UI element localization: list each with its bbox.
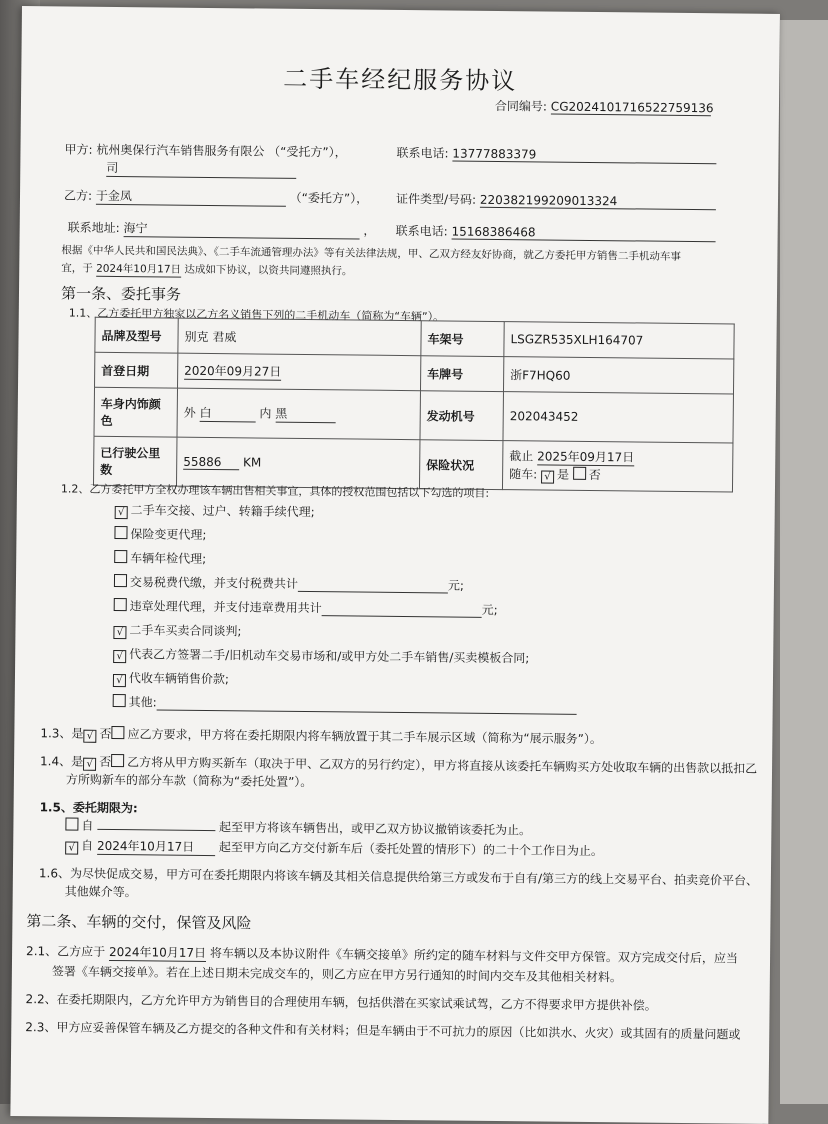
authorization-option	[115, 501, 315, 521]
authorization-option	[113, 621, 241, 640]
clause-1-6-cont: 其他媒介等。	[64, 884, 137, 900]
authorization-option	[114, 525, 206, 543]
intro-line-2: 宜，于 2024年10月17日 达成如下协议，以资共同遵照执行。	[61, 262, 353, 278]
document-title: 二手车经纪服务协议	[283, 64, 518, 96]
party-a-row: 甲方: 杭州奥保行汽车销售服务有限公 （“受托方”），	[64, 142, 347, 160]
vehicle-vin: LSGZR535XLH164707	[504, 322, 734, 359]
party-b-row: 乙方: 于金凤 （“委托方”），	[63, 188, 369, 206]
clause-2-2: 2.2、在委托期限内，乙方允许甲方为销售目的合理使用车辆，包括供潜在买家试乘试驾，乙方不得要求甲方提供补偿。	[25, 992, 657, 1013]
party-b-id: 220382199209013324	[480, 193, 716, 210]
option-checkbox[interactable]	[114, 574, 127, 587]
checkbox-no[interactable]	[573, 467, 586, 480]
option-checkbox[interactable]: √	[113, 674, 126, 687]
checkbox-term-1[interactable]	[65, 818, 78, 831]
vehicle-table	[93, 317, 735, 493]
party-b-address-row: 联系地址: 海宁 ，	[67, 220, 376, 238]
contract-number-value: CG2024101716522759136	[550, 99, 714, 116]
option-checkbox[interactable]	[113, 694, 126, 707]
clause-2-3: 2.3、甲方应妥善保管车辆及乙方提交的各种文件和有关材料；但是车辆由于不可抗力的原因（比如洪水、火灾）或其固有的质量问题或	[25, 1020, 741, 1042]
checkbox-1-3-no[interactable]	[111, 726, 124, 739]
party-b-phone-row: 联系电话: 15168386468	[396, 222, 716, 242]
option-checkbox[interactable]: √	[113, 650, 126, 663]
authorization-option: 违章处理代理，并支付违章费用共计 元;	[114, 597, 498, 618]
background-paper	[780, 20, 828, 1104]
authorization-option	[113, 645, 529, 667]
term-option-1: 自 起至甲方将该车辆售出，或甲乙双方协议撤销该委托为止。	[65, 817, 531, 839]
option-label: 二手车买卖合同谈判;	[129, 623, 242, 639]
contract-page: 二手车经纪服务协议 合同编号: CG2024101716522759136 甲方: 杭州奥保行汽车销售服务有限公 （“受托方”）， 司 联系电话: 13777883379 乙方: 于金凤 （“委托方”）， 证件类型/号码: 220382199209013324 联系地址: 海宁 ， 联系电话: 15168386468 根据《中华人民共和国民法典》、《二手车流通管理办法》等有关法律法规，甲、乙双方经友好协商，就乙方委托甲方销售二手机动车事 宜，于 2024年10月17日 达成如下协议，以资共同遵照执行。 第一条、委托事务 1.1、乙方委托甲方独家以乙方名义销售下列的二手机动车（简称为“车辆”）。 品牌及型号 别克 君威 车架号 LSGZR535XLH164707 首登日期 2020年09月27日 车牌号 浙F7HQ60 车身内饰颜色 外 白 内 黑 发动机号 202043452 已行驶公里数 55886 KM 保险状况 截止 2025年09月17日 随车: √ 是 否 1.2、乙方委托甲方全权办理该车辆出售相关事宜，具体的授权范围包括以下勾选的项目: √ 二手车交接、过户、转籍手续代理; 保险变更代理; 车辆年检代理; 交易税费代缴，并支付税费共计 元; 违章处理代理，并支付违章费用共计 元; √ 二手车买卖合同谈判; √ 代表乙方签署二手/旧机动车交易市场和/或甲方处二手车销售/买卖模板合同; √ 代收车辆销售价款; 其他: 1.3、是 √ 否 应乙方要求，甲方将在委托期限内将车辆放置于其二手车展示区域（简称为“展示服务”）。 1.4、是 √ 否 乙方将从甲方购买新车（取决于甲、乙双方的另行约定），甲方将直接从该委托车辆购买方处收取车辆的出售款以抵扣乙 方所购新车的部分车款（简称为“委托处置”）。 1.5、委托期限为: 自 起至甲方将该车辆售出，或甲乙双方协议撤销该委托为止。 √ 自 2024年10月17日 起至甲方向乙方交付新车后（委托处置的情形下）的二十个工作日为止。 1.6、为尽快促成交易，甲方可在委托期限内将该车辆及其相关信息提供给第三方或发布于自有/第三方的线上交易平台、拍卖竞价平台、 其他媒介等。 第二条、车辆的交付，保管及风险 2.1、乙方应于 2024年10月17日 将车辆以及本协议附件《车辆交接单》所约定的随车材料与文件交甲方保管。双方完成交付后，应当 签署《车辆交接单》。若在上述日期未完成交车的，则乙方应在甲方另行通知的时间内交车及其他相关材料。 2.2、在委托期限内，乙方允许甲方为销售目的合理使用车辆，包括供潜在买家试乘试驾，乙方不得要求甲方提供补偿。 2.3、甲方应妥善保管车辆及乙方提交的各种文件和有关材料；但是车辆由于不可抗力的原因（比如洪水、火灾）或其固有的质量问题或	[10, 6, 780, 1124]
option-label: 代表乙方签署二手/旧机动车交易市场和/或甲方处二手车销售/买卖模板合同;	[129, 647, 530, 666]
contract-number: 合同编号: CG2024101716522759136	[494, 98, 714, 116]
table-row: 品牌及型号 别克 君威 车架号 LSGZR535XLH164707	[95, 317, 734, 359]
insurance-expiry: 2025年09月17日	[537, 449, 635, 465]
checkbox-1-4-no[interactable]	[111, 754, 124, 767]
clause-1-4-cont: 方所购新车的部分车款（简称为“委托处置”）。	[65, 772, 313, 790]
party-a-phone-row: 联系电话: 13777883379	[396, 144, 716, 164]
mileage: 55886	[183, 454, 239, 470]
authorization-option: 交易税费代缴，并支付税费共计 元;	[114, 573, 464, 594]
authorization-option	[113, 693, 577, 715]
registration-date: 2020年09月27日	[184, 363, 282, 379]
delivery-date: 2024年10月17日	[108, 944, 207, 960]
clause-1-1: 1.1、乙方委托甲方独家以乙方名义销售下列的二手机动车（简称为“车辆”）。	[68, 306, 445, 324]
engine-number: 202043452	[503, 392, 734, 443]
checkbox-1-3-yes[interactable]: √	[83, 730, 96, 743]
option-checkbox[interactable]	[114, 526, 127, 539]
option-checkbox[interactable]: √	[113, 626, 126, 639]
option-label: 其他:	[128, 695, 157, 710]
party-b-name: 于金凤	[96, 187, 286, 207]
option-checkbox[interactable]	[114, 550, 127, 563]
table-row: 首登日期 2020年09月27日 车牌号 浙F7HQ60	[95, 352, 734, 394]
intro-line-1: 根据《中华人民共和国民法典》、《二手车流通管理办法》等有关法律法规，甲、乙双方经友好协商，就乙方委托甲方销售二手机动车事	[61, 244, 681, 263]
option-label: 保险变更代理;	[130, 527, 207, 542]
vehicle-brand: 别克 君威	[178, 318, 421, 356]
clause-1-2: 1.2、乙方委托甲方全权办理该车辆出售相关事宜，具体的授权范围包括以下勾选的项目:	[60, 482, 490, 500]
party-b-address: 海宁	[123, 219, 359, 239]
license-plate: 浙F7HQ60	[503, 357, 733, 394]
option-label: 交易税费代缴，并支付税费共计	[129, 575, 299, 591]
party-a-phone: 13777883379	[452, 147, 716, 165]
checkbox-term-2[interactable]: √	[65, 841, 78, 854]
table-row: 已行驶公里数 55886 KM 保险状况 截止 2025年09月17日 随车: √ 是 否	[93, 436, 732, 492]
clause-1-4: 1.4、是 √ 否 乙方将从甲方购买新车（取决于甲、乙双方的另行约定），甲方将直接从该委托车辆购买方处收取车辆的出售款以抵扣乙	[40, 754, 758, 776]
clause-2-1: 2.1、乙方应于 2024年10月17日 将车辆以及本协议附件《车辆交接单》所约定的随车材料与文件交甲方保管。双方完成交付后，应当	[26, 944, 738, 966]
clause-1-5: 1.5、委托期限为:	[39, 800, 138, 816]
exterior-color: 白	[199, 404, 255, 423]
option-label: 二手车交接、过户、转籍手续代理;	[130, 503, 315, 520]
checkbox-1-4-yes[interactable]: √	[83, 758, 96, 771]
term-option-2: √ 自 2024年10月17日 起至甲方向乙方交付新车后（委托处置的情形下）的二十个工作日为止。	[65, 836, 603, 860]
table-row: 车身内饰颜色 外 白 内 黑 发动机号 202043452	[94, 387, 733, 443]
party-b-phone: 15168386468	[451, 225, 715, 243]
option-checkbox[interactable]	[114, 598, 127, 611]
clause-1-6: 1.6、为尽快促成交易，甲方可在委托期限内将该车辆及其相关信息提供给第三方或发布于自有/第三方的线上交易平台、拍卖竞价平台、	[38, 866, 759, 888]
option-label: 违章处理代理，并支付违章费用共计	[129, 599, 322, 616]
clause-2-1-cont: 签署《车辆交接单》。若在上述日期未完成交车的，则乙方应在甲方另行通知的时间内交车及其他相关材料。	[51, 964, 622, 985]
authorization-option	[114, 549, 206, 567]
option-label: 代收车辆销售价款;	[128, 671, 230, 687]
party-a-name: 杭州奥保行汽车销售服务有限公	[96, 142, 265, 159]
clause-1-3: 1.3、是 √ 否 应乙方要求，甲方将在委托期限内将车辆放置于其二手车展示区域（简称为“展示服务”）。	[40, 726, 602, 747]
party-b-id-row: 证件类型/号码: 220382199209013324	[396, 190, 716, 210]
interior-color: 黑	[275, 405, 335, 424]
option-checkbox[interactable]: √	[115, 506, 128, 519]
authorization-option	[113, 669, 229, 688]
sign-date: 2024年10月17日	[96, 262, 182, 276]
article-2-heading: 第二条、车辆的交付，保管及风险	[26, 912, 252, 933]
option-label: 车辆年检代理;	[130, 551, 207, 566]
term-start-date: 2024年10月17日	[97, 837, 215, 856]
checkbox-yes[interactable]: √	[541, 470, 554, 483]
article-1-heading: 第一条、委托事务	[60, 284, 182, 304]
